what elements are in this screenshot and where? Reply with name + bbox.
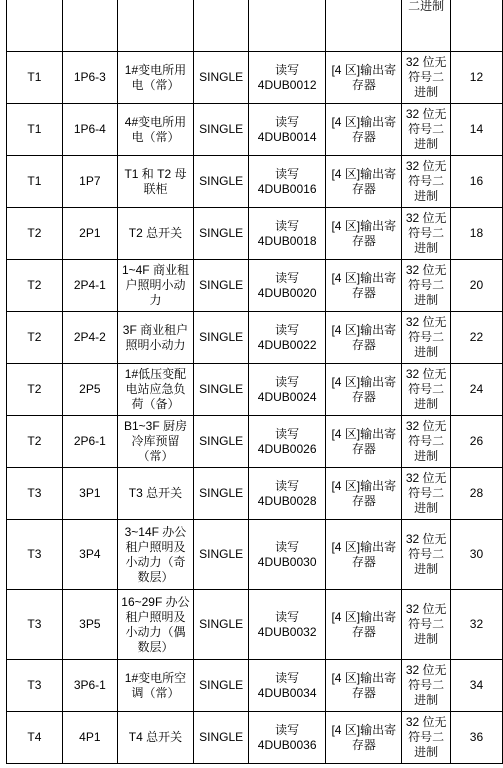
table-row: [7, 660, 503, 712]
type-cell: SINGLE: [194, 416, 249, 468]
name-cell: T1 和 T2 母联柜: [117, 156, 193, 208]
addr-cell: 18: [450, 208, 502, 260]
table-row: [7, 208, 503, 260]
tier-cell: T2: [7, 260, 63, 312]
name-cell: 1#变电所用电（常）: [117, 52, 193, 104]
tier-cell: T2: [7, 364, 63, 416]
rw-cell: [249, 208, 326, 260]
rw-address-code: 4DUB0028: [257, 493, 317, 508]
rw-cell: [249, 416, 326, 468]
format-cell: 32 位无符号二进制: [402, 712, 450, 764]
rw-mode-text: 读写: [275, 374, 300, 389]
rw-cell: [249, 712, 326, 764]
area-cell: [4 区]输出寄存器: [326, 416, 402, 468]
type-cell: SINGLE: [194, 312, 249, 364]
area-cell: [4 区]输出寄存器: [326, 364, 402, 416]
addr-cell: 14: [450, 104, 502, 156]
format-cell: 32 位无符号二进制: [402, 364, 450, 416]
addr-cell: 30: [450, 520, 502, 590]
rw-address-code: 4DUB0024: [257, 389, 317, 404]
name-cell: T2 总开关: [117, 208, 193, 260]
rw-cell: [249, 312, 326, 364]
rw-mode-text: 读写: [275, 270, 300, 285]
name-cell: 1#变电所空调（常）: [117, 660, 193, 712]
type-cell: [194, 0, 249, 52]
addr-cell: 22: [450, 312, 502, 364]
table-row: [7, 156, 503, 208]
type-cell: SINGLE: [194, 208, 249, 260]
format-cell: 32 位无符号二进制: [402, 208, 450, 260]
name-cell: [117, 0, 193, 52]
register-table: [6, 0, 503, 764]
rw-mode-text: 读写: [275, 322, 300, 337]
type-cell: SINGLE: [194, 590, 249, 660]
format-cell: 32 位无符号二进制: [402, 660, 450, 712]
tier-cell: T1: [7, 156, 63, 208]
rw-mode-text: 读写: [275, 114, 300, 129]
rw-mode-text: 读写: [275, 609, 300, 624]
area-cell: [4 区]输出寄存器: [326, 520, 402, 590]
rw-address-code: 4DUB0022: [257, 337, 317, 352]
type-cell: SINGLE: [194, 712, 249, 764]
table-row: [7, 520, 503, 590]
rw-mode-text: 读写: [275, 670, 300, 685]
rw-mode-text: 读写: [275, 62, 300, 77]
register-table-body: [7, 0, 503, 764]
area-cell: [4 区]输出寄存器: [326, 590, 402, 660]
rw-cell: [249, 660, 326, 712]
area-cell: [4 区]输出寄存器: [326, 104, 402, 156]
tier-cell: [7, 0, 63, 52]
table-row: [7, 364, 503, 416]
type-cell: SINGLE: [194, 104, 249, 156]
addr-cell: 24: [450, 364, 502, 416]
addr-cell: 28: [450, 468, 502, 520]
type-cell: SINGLE: [194, 660, 249, 712]
code-cell: 1P6-3: [62, 52, 117, 104]
area-cell: [4 区]输出寄存器: [326, 712, 402, 764]
table-row: [7, 312, 503, 364]
format-cell: 32 位无符号二进制: [402, 52, 450, 104]
table-row: [7, 416, 503, 468]
tier-cell: T1: [7, 104, 63, 156]
rw-address-code: 4DUB0032: [257, 624, 317, 639]
table-row: [7, 712, 503, 764]
code-cell: 1P7: [62, 156, 117, 208]
rw-address-code: 4DUB0014: [257, 129, 317, 144]
tier-cell: T1: [7, 52, 63, 104]
tier-cell: T2: [7, 208, 63, 260]
area-cell: [4 区]输出寄存器: [326, 260, 402, 312]
addr-cell: 16: [450, 156, 502, 208]
code-cell: 2P6-1: [62, 416, 117, 468]
name-cell: 3~14F 办公租户照明及小动力（奇数层）: [117, 520, 193, 590]
type-cell: SINGLE: [194, 260, 249, 312]
area-cell: [4 区]输出寄存器: [326, 468, 402, 520]
type-cell: SINGLE: [194, 364, 249, 416]
name-cell: B1~3F 厨房冷库预留（常）: [117, 416, 193, 468]
code-cell: 3P4: [62, 520, 117, 590]
code-cell: 1P6-4: [62, 104, 117, 156]
format-cell: 32 位无符号二进制: [402, 156, 450, 208]
tier-cell: T2: [7, 312, 63, 364]
code-cell: 4P1: [62, 712, 117, 764]
rw-cell: [249, 520, 326, 590]
rw-cell: [249, 52, 326, 104]
area-cell: [4 区]输出寄存器: [326, 52, 402, 104]
addr-cell: 20: [450, 260, 502, 312]
addr-cell: 12: [450, 52, 502, 104]
rw-cell: [249, 156, 326, 208]
name-cell: T3 总开关: [117, 468, 193, 520]
format-cell: 32 位无符号二进制: [402, 520, 450, 590]
addr-cell: 36: [450, 712, 502, 764]
type-cell: SINGLE: [194, 156, 249, 208]
tier-cell: T2: [7, 416, 63, 468]
area-cell: [4 区]输出寄存器: [326, 660, 402, 712]
name-cell: T4 总开关: [117, 712, 193, 764]
tier-cell: T3: [7, 520, 63, 590]
rw-cell: [249, 364, 326, 416]
code-cell: 2P1: [62, 208, 117, 260]
rw-address-code: 4DUB0030: [257, 554, 317, 569]
type-cell: SINGLE: [194, 520, 249, 590]
table-row: [7, 468, 503, 520]
format-cell: [402, 0, 450, 52]
tier-cell: T4: [7, 712, 63, 764]
rw-address-code: 4DUB0026: [257, 441, 317, 456]
rw-address-code: 4DUB0034: [257, 685, 317, 700]
area-cell: [326, 0, 402, 52]
format-cell: 32 位无符号二进制: [402, 590, 450, 660]
code-cell: 3P5: [62, 590, 117, 660]
name-cell: 1#低压变配电站应急负荷（备）: [117, 364, 193, 416]
code-cell: 2P4-2: [62, 312, 117, 364]
tier-cell: T3: [7, 468, 63, 520]
type-cell: SINGLE: [194, 52, 249, 104]
table-row-partial: [7, 0, 503, 52]
area-cell: [4 区]输出寄存器: [326, 208, 402, 260]
area-cell: [4 区]输出寄存器: [326, 312, 402, 364]
rw-cell: [249, 260, 326, 312]
format-cell: 32 位无符号二进制: [402, 468, 450, 520]
rw-mode-text: 读写: [275, 426, 300, 441]
code-cell: 3P1: [62, 468, 117, 520]
format-cell: 32 位无符号二进制: [402, 312, 450, 364]
rw-address-code: 4DUB0012: [257, 77, 317, 92]
rw-mode-text: 读写: [275, 218, 300, 233]
rw-address-code: 4DUB0016: [257, 181, 317, 196]
format-cell: 32 位无符号二进制: [402, 416, 450, 468]
table-row: [7, 52, 503, 104]
addr-cell: 34: [450, 660, 502, 712]
name-cell: 3F 商业租户照明小动力: [117, 312, 193, 364]
table-row: [7, 590, 503, 660]
rw-cell: [249, 104, 326, 156]
rw-address-code: 4DUB0036: [257, 737, 317, 752]
rw-mode-text: 读写: [275, 166, 300, 181]
tier-cell: T3: [7, 590, 63, 660]
rw-cell: [249, 0, 326, 52]
code-cell: 2P4-1: [62, 260, 117, 312]
format-cell: 32 位无符号二进制: [402, 104, 450, 156]
table-row: [7, 104, 503, 156]
rw-mode-text: 读写: [275, 539, 300, 554]
format-text: 二进制: [408, 0, 445, 13]
rw-mode-text: 读写: [275, 722, 300, 737]
type-cell: SINGLE: [194, 468, 249, 520]
rw-cell: [249, 590, 326, 660]
code-cell: [62, 0, 117, 52]
addr-cell: [450, 0, 502, 52]
code-cell: 2P5: [62, 364, 117, 416]
addr-cell: 26: [450, 416, 502, 468]
table-row: [7, 260, 503, 312]
format-cell: 32 位无符号二进制: [402, 260, 450, 312]
name-cell: 4#变电所用电（常）: [117, 104, 193, 156]
area-cell: [4 区]输出寄存器: [326, 156, 402, 208]
code-cell: 3P6-1: [62, 660, 117, 712]
rw-address-code: 4DUB0018: [257, 233, 317, 248]
rw-mode-text: 读写: [275, 478, 300, 493]
rw-address-code: 4DUB0020: [257, 285, 317, 300]
name-cell: 16~29F 办公租户照明及小动力（偶数层）: [117, 590, 193, 660]
tier-cell: T3: [7, 660, 63, 712]
name-cell: 1~4F 商业租户照明小动力: [117, 260, 193, 312]
rw-cell: [249, 468, 326, 520]
addr-cell: 32: [450, 590, 502, 660]
